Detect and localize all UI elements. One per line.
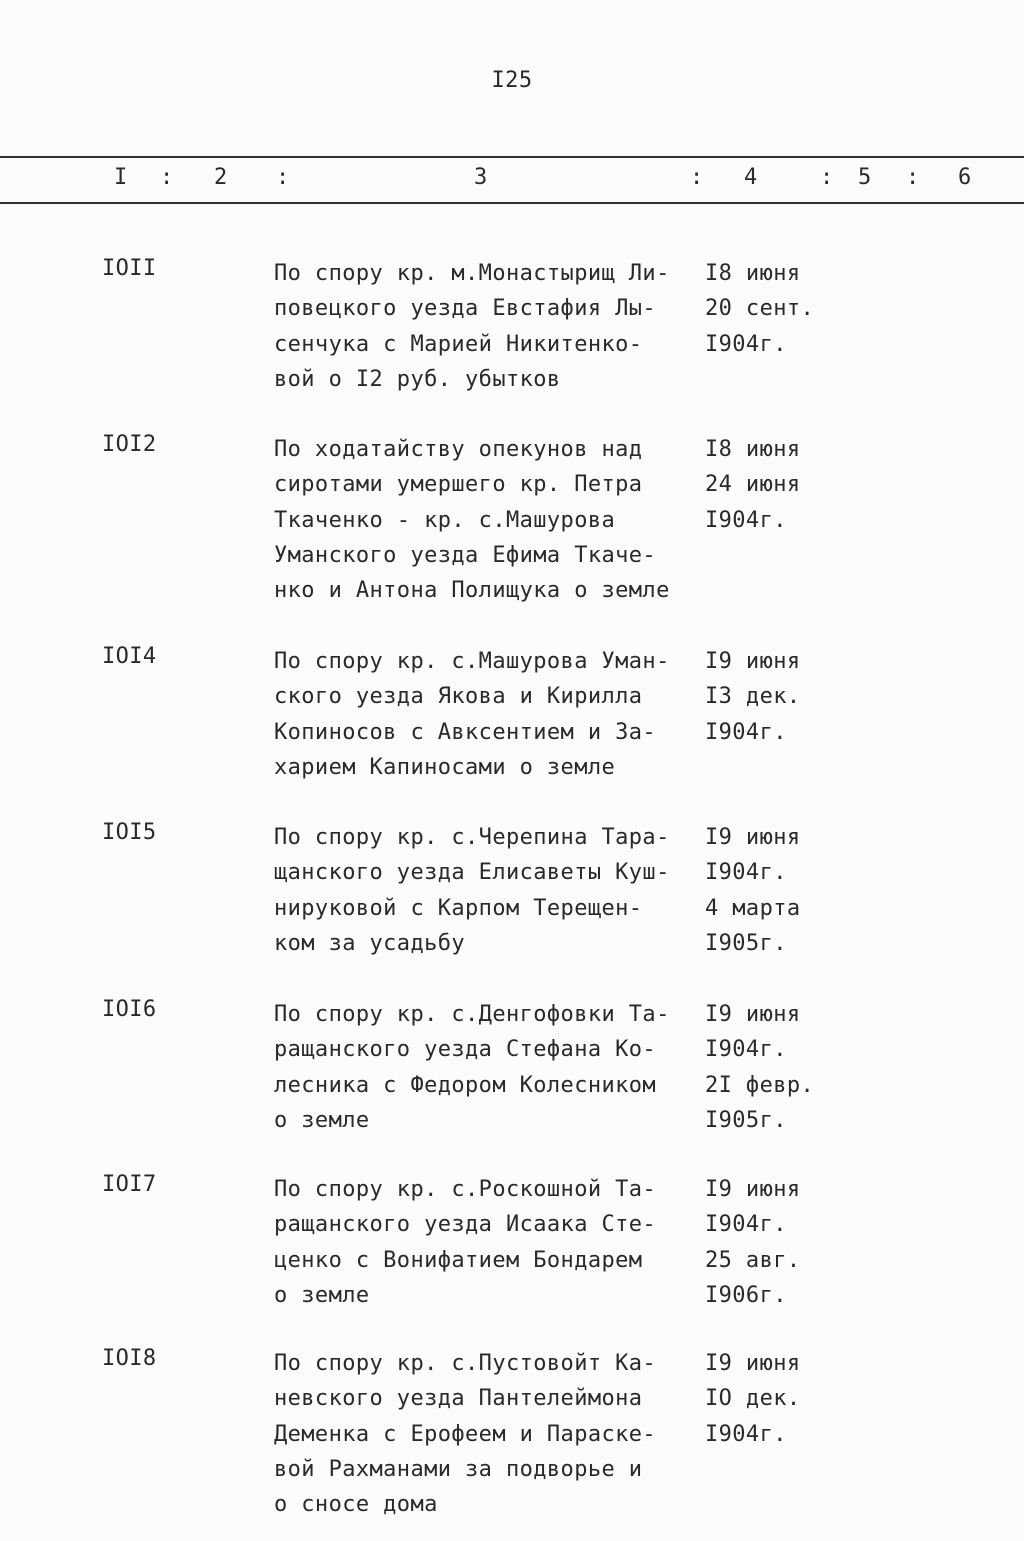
description-line: ценко с Вонифатием Бондарем: [274, 1247, 643, 1273]
record-description: [274, 432, 704, 608]
description-line: о сносе дома: [274, 1492, 438, 1518]
description-line: По ходатайству опекунов над: [274, 437, 643, 462]
date-line: 25 авг.: [705, 1247, 801, 1273]
date-line: 24 июня: [705, 472, 801, 498]
header-rule-bottom: [0, 202, 1024, 204]
column-head-3: 3: [474, 165, 488, 190]
record-number: IOI2: [102, 432, 157, 457]
record-dates: [705, 820, 835, 961]
date-line: I904г.: [705, 331, 787, 357]
description-line: Уманского уезда Ефима Ткаче-: [274, 542, 657, 568]
date-line: IO дек.: [705, 1386, 801, 1412]
description-line: ращанского уезда Исаака Сте-: [274, 1212, 657, 1238]
date-line: I9 июня: [705, 1177, 801, 1202]
column-head-4: 4: [744, 165, 758, 190]
description-line: повецкого уезда Евстафия Лы-: [274, 296, 657, 322]
description-line: щанского уезда Елисаветы Куш-: [274, 860, 670, 886]
record-dates: [705, 1172, 835, 1313]
record-description: [274, 1172, 704, 1313]
description-line: По спору кр. с.Машурова Уман-: [274, 649, 670, 674]
record-number: IOI7: [102, 1172, 157, 1197]
date-line: I9 июня: [705, 1002, 801, 1027]
description-line: сенчука с Марией Никитенко-: [274, 331, 643, 357]
record-description: [274, 997, 704, 1138]
description-line: Ткаченко - кр. с.Машурова: [274, 507, 616, 533]
date-line: I3 дек.: [705, 684, 801, 710]
header-rule-top: [0, 156, 1024, 158]
description-line: По спору кр. с.Роскошной Та-: [274, 1177, 657, 1202]
record-number: IOI5: [102, 820, 157, 845]
column-head-5: 5: [858, 165, 872, 190]
description-line: Копиносов с Авксентием и За-: [274, 719, 657, 745]
description-line: вой о I2 руб. убытков: [274, 366, 561, 392]
column-separator: :: [690, 165, 704, 190]
record-dates: [705, 1346, 835, 1452]
description-line: По спору кр. с.Черепина Тара-: [274, 825, 670, 850]
record-number: IOII: [102, 256, 157, 281]
record-description: [274, 1346, 704, 1522]
description-line: По спору кр. с.Денгофовки Та-: [274, 1002, 670, 1027]
date-line: I9 июня: [705, 1351, 801, 1376]
column-separator: :: [160, 165, 174, 190]
record-description: [274, 256, 704, 397]
date-line: I8 июня: [705, 261, 801, 286]
record-description: [274, 644, 704, 785]
description-line: о земле: [274, 1282, 370, 1308]
date-line: I904г.: [705, 1037, 787, 1063]
column-separator: :: [906, 165, 920, 190]
date-line: 4 марта: [705, 895, 801, 921]
description-line: ского уезда Якова и Кирилла: [274, 684, 643, 710]
description-line: невского уезда Пантелеймона: [274, 1386, 643, 1412]
date-line: I9 июня: [705, 825, 801, 850]
description-line: вой Рахманами за подворье и: [274, 1456, 643, 1482]
record-dates: [705, 997, 835, 1138]
description-line: Деменка с Ерофеем и Параске-: [274, 1421, 657, 1447]
column-head-1: I: [114, 165, 128, 190]
description-line: нируковой с Карпом Терещен-: [274, 895, 643, 921]
record-dates: [705, 256, 835, 362]
description-line: По спору кр. м.Монастырищ Ли-: [274, 261, 670, 286]
description-line: лесника с Федором Колесником: [274, 1072, 657, 1098]
date-line: I904г.: [705, 1421, 787, 1447]
date-line: I905г.: [705, 1107, 787, 1133]
record-dates: [705, 432, 835, 538]
date-line: I904г.: [705, 860, 787, 886]
record-number: IOI4: [102, 644, 157, 669]
date-line: I8 июня: [705, 437, 801, 462]
date-line: I904г.: [705, 719, 787, 745]
description-line: сиротами умершего кр. Петра: [274, 472, 643, 498]
record-number: IOI8: [102, 1346, 157, 1371]
description-line: нко и Антона Полищука о земле: [274, 578, 670, 604]
date-line: I904г.: [705, 1212, 787, 1238]
record-dates: [705, 644, 835, 750]
column-separator: :: [276, 165, 290, 190]
description-line: о земле: [274, 1107, 370, 1133]
date-line: I906г.: [705, 1282, 787, 1308]
date-line: 2I февр.: [705, 1072, 815, 1098]
column-separator: :: [820, 165, 834, 190]
page-number: I25: [491, 68, 533, 93]
description-line: харием Капиносами о земле: [274, 754, 616, 780]
date-line: 20 сент.: [705, 296, 815, 322]
date-line: I904г.: [705, 507, 787, 533]
record-number: IOI6: [102, 997, 157, 1022]
column-head-6: 6: [958, 165, 972, 190]
date-line: I905г.: [705, 930, 787, 956]
description-line: ращанского уезда Стефана Ко-: [274, 1037, 657, 1063]
description-line: По спору кр. с.Пустовойт Ка-: [274, 1351, 657, 1376]
date-line: I9 июня: [705, 649, 801, 674]
column-head-2: 2: [214, 165, 228, 190]
description-line: ком за усадьбу: [274, 930, 466, 956]
record-description: [274, 820, 704, 961]
